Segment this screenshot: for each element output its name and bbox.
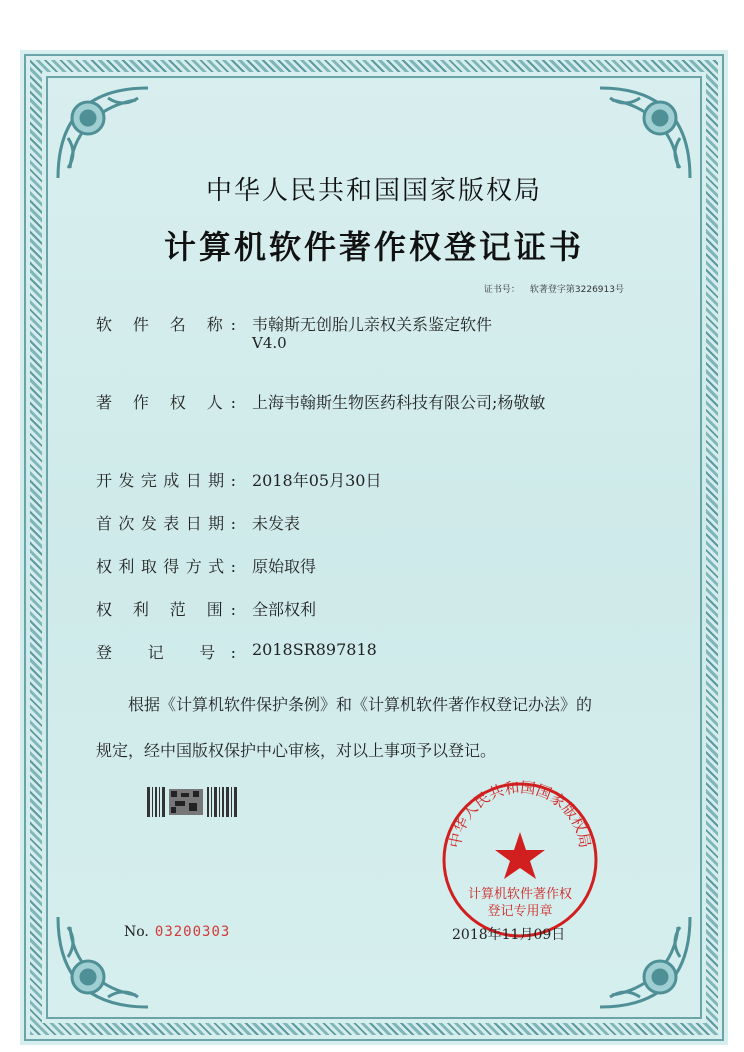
statement bbox=[96, 682, 676, 774]
certificate-number-value: 软著登字第3226913号 bbox=[529, 285, 624, 295]
serial-number bbox=[124, 924, 230, 940]
statement-line-1: 根据《计算机软件保护条例》和《计算机软件著作权登记办法》的 bbox=[128, 695, 593, 714]
official-seal bbox=[440, 780, 600, 940]
owner-value: 上海韦翰斯生物医药科技有限公司;杨敬敏 bbox=[252, 393, 546, 412]
scope-row bbox=[96, 597, 316, 620]
statement-line-2: 规定，经中国版权保护中心审核，对以上事项予以登记。 bbox=[96, 741, 497, 760]
seal-line-2: 登记专用章 bbox=[487, 904, 553, 919]
seal-ring-text: 中华人民共和国国家版权局 bbox=[445, 780, 595, 850]
software-name-value: 韦翰斯无创胎儿亲权关系鉴定软件 bbox=[252, 315, 493, 334]
certificate-number bbox=[484, 282, 624, 295]
acquire-value: 原始取得 bbox=[252, 557, 317, 576]
reg-no-row bbox=[96, 640, 377, 663]
acquire-label: 权利取得方式: bbox=[96, 557, 236, 576]
reg-no-label: 登 记 号: bbox=[96, 643, 236, 662]
seal-star-icon bbox=[495, 832, 545, 879]
reg-no-value: 2018SR897818 bbox=[252, 640, 377, 659]
certificate bbox=[20, 50, 728, 1045]
issue-date: 2018年11月09日 bbox=[452, 927, 566, 943]
dev-date-value: 2018年05月30日 bbox=[252, 471, 382, 490]
serial-number-label: No. bbox=[124, 924, 149, 940]
software-name-label: 软 件 名 称: bbox=[96, 315, 236, 334]
border-inner bbox=[46, 76, 702, 1019]
certificate-title: 计算机软件著作权登记证书 bbox=[163, 228, 584, 266]
seal-line-1: 计算机软件著作权 bbox=[467, 887, 572, 902]
publish-date-value: 未发表 bbox=[252, 514, 301, 533]
scope-value: 全部权利 bbox=[252, 600, 317, 619]
serial-number-value: 03200303 bbox=[154, 924, 231, 940]
corner-ornament-icon bbox=[590, 907, 700, 1017]
acquire-row bbox=[96, 554, 316, 577]
software-version: V4.0 bbox=[252, 334, 287, 352]
dev-date-row bbox=[96, 468, 381, 491]
software-name-row bbox=[96, 312, 492, 335]
scope-label: 权 利 范 围: bbox=[96, 600, 236, 619]
authority-title: 中华人民共和国国家版权局 bbox=[205, 176, 542, 206]
barcode-icon bbox=[147, 787, 237, 817]
owner-row bbox=[96, 390, 545, 413]
owner-label: 著 作 权 人: bbox=[96, 393, 236, 412]
dev-date-label: 开发完成日期: bbox=[96, 471, 236, 490]
certificate-number-label: 证书号： bbox=[483, 285, 520, 295]
publish-date-row bbox=[96, 511, 300, 534]
publish-date-label: 首次发表日期: bbox=[96, 514, 236, 533]
